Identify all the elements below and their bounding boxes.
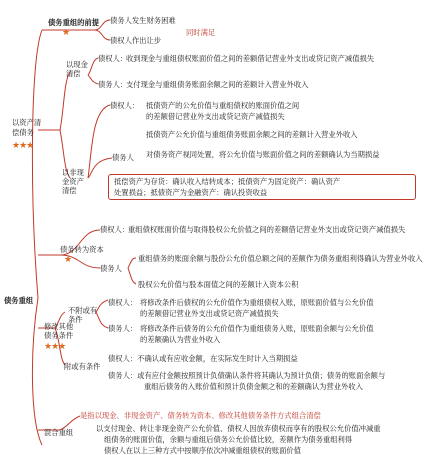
- premise-node: 债务重组的前提: [48, 18, 100, 27]
- nc-debtor-line2: 对债务资产视同处置，将公允价值与账面价值之间的差额确认为当期损益: [146, 150, 380, 159]
- combo-line2: 组债务的账面价值，余额与重组后债务公允价值比较，差额作为债务重组利得: [104, 435, 353, 444]
- combo-line3: 债权人在以上三种方式中按顺序依次冲减重组债权的账面价值: [104, 446, 302, 455]
- with-cond-node: 附或有条件: [64, 362, 101, 371]
- premise-item-financial-difficulty: 债务人发生财务困难: [110, 16, 176, 25]
- modify-node: 修改其他债务条件: [44, 322, 74, 340]
- with-cond-debtor-line1: 债务人：或有应付金额按照预计负债确认条件将其确认为预计负债；债务的账面余额与: [108, 371, 386, 380]
- nc-debtor-line1: 抵债资产公允价值与重组债务账面余额之间的差额计入营业外收入: [146, 130, 358, 139]
- nc-creditor-label: 债权人：: [110, 101, 140, 110]
- combo-node: 混合重组: [44, 428, 74, 437]
- d2e-debtor-label: 债务人: [100, 264, 122, 273]
- d2e-debtor-line1: 重组债务的账面余额与股份公允价值总额之间的差额作为债务重组利得确认为营业外收入: [138, 254, 423, 263]
- noncash-note-line2: 处置损益；抵债资产为金融资产：确认投资收益: [114, 188, 268, 197]
- d2e-creditor-text: 重组债权账面价值与取得股权公允价值之间的差额借记营业外支出或贷记资产减值损失: [128, 225, 406, 234]
- no-cond-creditor-label: 债权人：: [108, 298, 138, 307]
- premise-both-note: 同时满足: [186, 28, 216, 37]
- cash-debtor-label: 债务人：: [98, 80, 128, 89]
- root-node: 债务重组: [4, 296, 34, 305]
- cash-creditor-label: 债权人：: [98, 54, 128, 63]
- with-cond-debtor-line2: 重组后债务的入账价值和预计负债金额之和的差额确认为营业外收入: [144, 382, 363, 391]
- with-cond-creditor: 债权人：不确认或有应收金额，在实际发生时计入当期损益: [108, 354, 298, 363]
- no-cond-debtor-label: 债务人：: [108, 324, 138, 333]
- cash-debtor-text: 支付现金与重组债务账面余额之间的差额计入营业外收入: [126, 80, 309, 89]
- premise-star-icon: ★: [62, 28, 70, 38]
- modify-stars-icon: ★★★: [44, 342, 66, 352]
- combo-definition: 是指以现金、非现金资产、债务转为资本、修改其他债务条件方式组合清偿: [80, 411, 321, 420]
- asset-settle-node: 以资产清偿债务: [12, 118, 42, 137]
- d2e-node: 债务转为资本: [60, 245, 104, 254]
- nc-creditor-line2: 的差额借记营业外支出或贷记资产减值损失: [146, 112, 285, 121]
- cash-creditor-text: 收到现金与重组债权账面价值之间的差额借记营业外支出或贷记资产减值损失: [126, 54, 375, 63]
- no-cond-creditor-line2: 的差额借记营业外支出或贷记资产减值损失: [140, 309, 279, 318]
- nc-debtor-label: 债务人: [112, 153, 134, 162]
- premise-item-creditor-concession: 债权人作出让步: [110, 36, 162, 45]
- combo-line1: 以支付现金、转让非现金资产公允价值、债权人因放弃债权而享有的股权公允价值冲减重: [96, 424, 381, 433]
- no-cond-creditor-line1: 将修改条件后债权的公允价值作为重组债权入账，原账面价值与公允价值: [140, 298, 374, 307]
- cash-settle-node: 以现金清偿: [66, 60, 88, 78]
- noncash-settle-node: 以非现金资产清偿: [62, 168, 84, 195]
- no-cond-debtor-line2: 的差额确认为营业外收入: [140, 335, 221, 344]
- nc-creditor-line1: 抵债资产的公允价值与重组债权的账面价值之间: [146, 101, 300, 110]
- d2e-debtor-line2: 股权公允价值与股本面值之间的差额计入资本公积: [138, 280, 299, 289]
- no-cond-node: 不附或有条件: [68, 306, 98, 324]
- noncash-note-line1: 抵偿资产为存货：确认收入结转成本；抵债资产为固定资产：确认资产: [114, 177, 341, 186]
- d2e-star-icon: ★: [64, 255, 72, 265]
- d2e-creditor-label: 债权人：: [100, 225, 130, 234]
- asset-settle-stars-icon: ★★★: [12, 141, 34, 151]
- no-cond-debtor-line1: 将修改条件后债务的公允价值作为重组债务入账，原账面余额与公允价值: [140, 324, 374, 333]
